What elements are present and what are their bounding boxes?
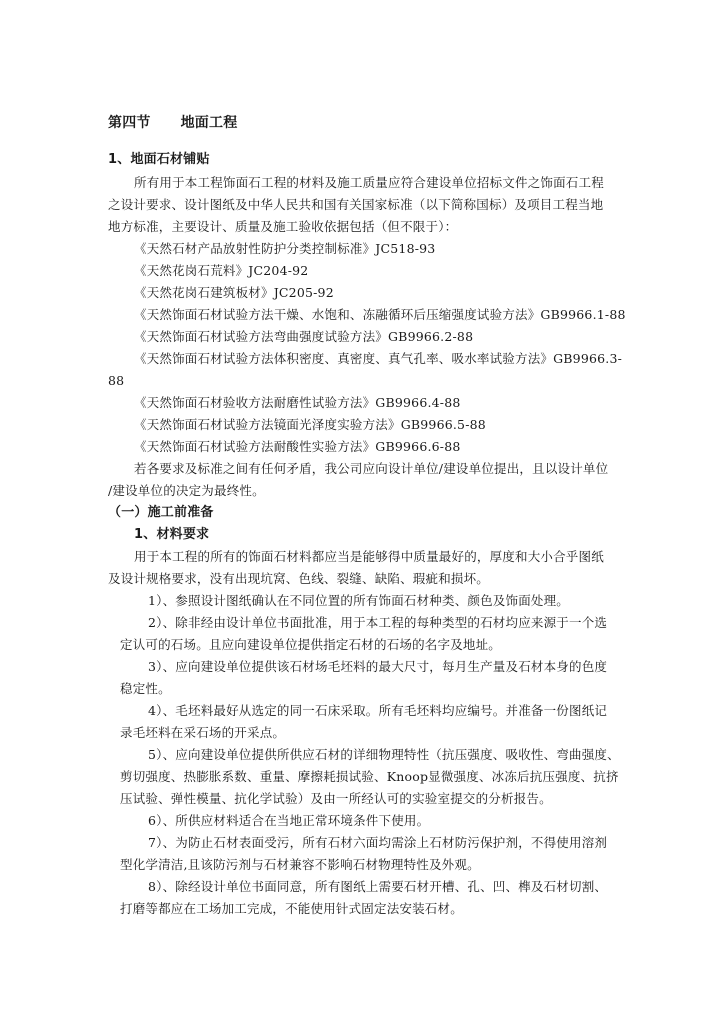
requirement-item: 7）、为防止石材表面受污，所有石材六面均需涂上石材防污保护剂，不得使用溶剂	[148, 835, 608, 850]
requirement-item: 2）、除非经由设计单位书面批准，用于本工程的每种类型的石材均应来源于一个选	[148, 615, 608, 630]
standard-line: 《天然花岗石建筑板材》JC205-92	[134, 285, 334, 300]
section-title: 地面工程	[180, 115, 238, 131]
standard-line: 《天然石材产品放射性防护分类控制标准》JC518-93	[134, 241, 436, 256]
heading-material-requirements: 1、材料要求	[134, 527, 210, 542]
standard-line: 《天然饰面石材试验方法体积密度、真密度、真气孔率、吸水率试验方法》GB9966.3-	[134, 351, 623, 366]
requirement-item: 打磨等都应在工场加工完成，不能使用针式固定法安装石材。	[120, 901, 463, 916]
material-intro-line: 及设计规格要求，没有出现坑窝、色线、裂缝、缺陷、瑕疵和损坏。	[108, 571, 490, 586]
section-number: 第四节	[108, 115, 151, 131]
heading-preparation: （一）施工前准备	[108, 505, 214, 520]
intro-line: 之设计要求、设计图纸及中华人民共和国有关国家标准（以下简称国标）及项目工程当地	[108, 197, 604, 212]
requirement-item: 压试验、弹性模量、抗化学试验）及由一所经认可的实验室提交的分析报告。	[120, 791, 552, 806]
requirement-item: 型化学清洁,且该防污剂与石材兼容不影响石材物理特性及外观。	[120, 857, 480, 872]
intro-line: 地方标准，主要设计、质量及施工验收依据包括（但不限于）：	[108, 219, 458, 234]
section-heading	[108, 115, 237, 131]
conflict-line: /建设单位的决定为最终性。	[108, 483, 265, 498]
standard-line: 《天然饰面石材验收方法耐磨性试验方法》GB9966.4-88	[134, 395, 461, 410]
standard-line: 《天然饰面石材试验方法弯曲强度试验方法》GB9966.2-88	[134, 329, 474, 344]
requirement-item: 8）、除经设计单位书面同意，所有图纸上需要石材开槽、孔、凹、榫及石材切割、	[148, 879, 608, 894]
intro-line: 所有用于本工程饰面石工程的材料及施工质量应符合建设单位招标文件之饰面石工程	[134, 175, 604, 190]
requirement-item: 剪切强度、热膨胀系数、重量、摩擦耗损试验、Knoop显微强度、冰冻后抗压强度、抗挤	[120, 769, 619, 784]
requirement-item: 5）、应向建设单位提供所供应石材的详细物理特性（抗压强度、吸收性、弯曲强度、	[148, 747, 620, 762]
requirement-item: 定认可的石场。且应向建设单位提供指定石材的石场的名字及地址。	[120, 637, 502, 652]
standard-line: 《天然饰面石材试验方法干燥、水饱和、冻融循环后压缩强度试验方法》GB9966.1-88	[134, 307, 626, 322]
requirement-item: 6）、所供应材料适合在当地正常环境条件下使用。	[148, 813, 430, 828]
standard-line: 88	[108, 373, 125, 388]
material-intro-line: 用于本工程的所有的饰面石材料都应当是能够得中质量最好的，厚度和大小合乎图纸	[134, 549, 604, 564]
requirement-item: 1）、参照设计图纸确认在不同位置的所有饰面石材种类、颜色及饰面处理。	[148, 593, 570, 608]
requirement-item: 稳定性。	[120, 681, 171, 696]
standard-line: 《天然饰面石材试验方法耐酸性实验方法》GB9966.6-88	[134, 439, 461, 454]
requirement-item: 4）、毛坯料最好从选定的同一石床采取。所有毛坯料均应编号。并准备一份图纸记	[148, 703, 608, 718]
conflict-line: 若各要求及标准之间有任何矛盾，我公司应向设计单位/建设单位提出，且以设计单位	[134, 461, 609, 476]
requirement-item: 3）、应向建设单位提供该石材场毛坯料的最大尺寸，每月生产量及石材本身的色度	[148, 659, 608, 674]
standard-line: 《天然饰面石材试验方法镜面光泽度实验方法》GB9966.5-88	[134, 417, 486, 432]
heading-stone-paving: 1、地面石材铺贴	[108, 152, 210, 167]
standard-line: 《天然花岗石荒料》JC204-92	[134, 263, 309, 278]
requirement-item: 录毛坯料在采石场的开采点。	[120, 725, 286, 740]
